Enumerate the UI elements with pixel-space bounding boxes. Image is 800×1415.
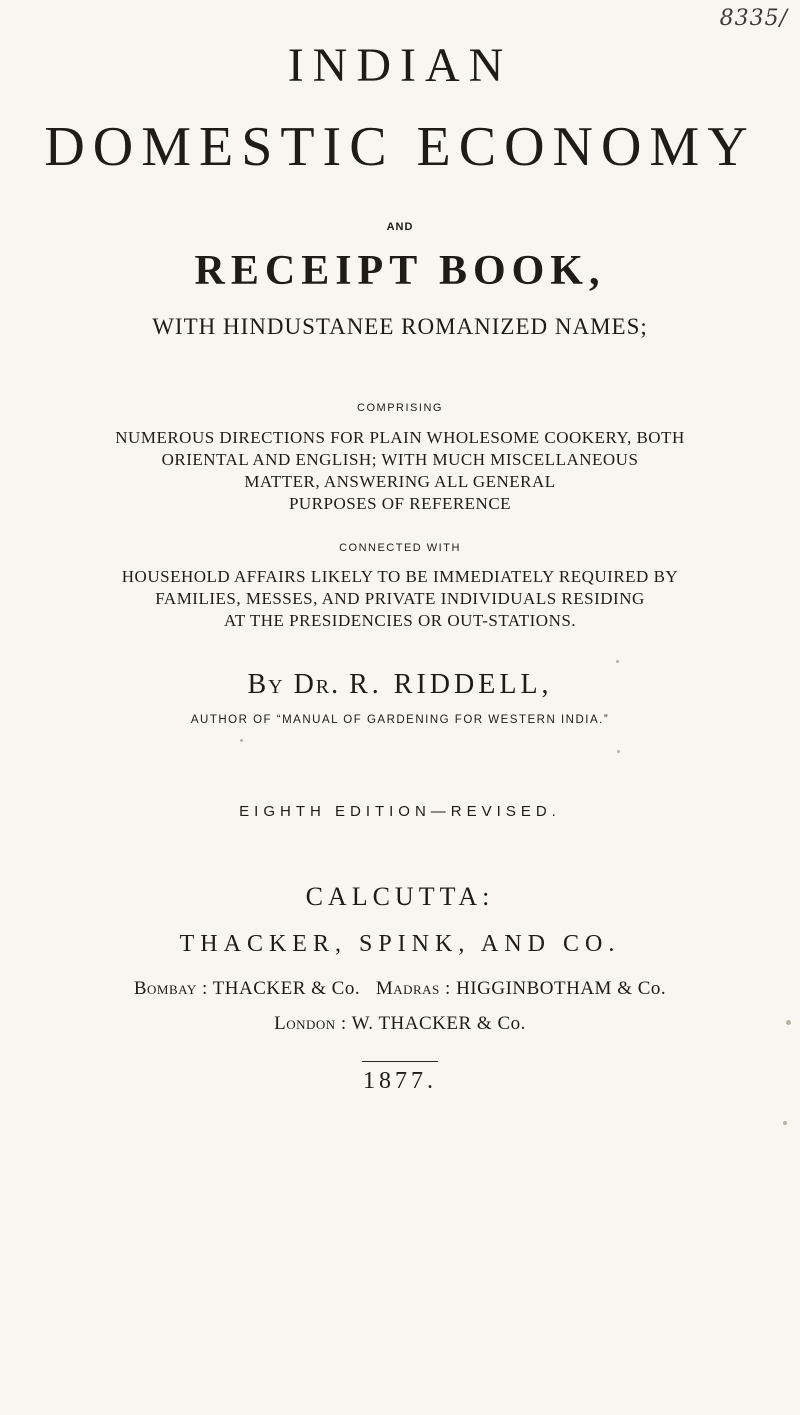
imprint-madras-label: Madras bbox=[375, 978, 440, 999]
imprint-branches-line: Bombay : THACKER & Co. Madras : HIGGINBOTHAM & Co. bbox=[133, 978, 667, 999]
imprint-london-publisher: W. THACKER & Co. bbox=[351, 1013, 526, 1034]
title-line-domestic-economy: DOMESTIC ECONOMY bbox=[44, 116, 756, 178]
comprising-paragraph bbox=[0, 427, 800, 515]
comprising-line: NUMEROUS DIRECTIONS FOR PLAIN WHOLESOME COOKERY, BOTH bbox=[115, 428, 685, 447]
paper-speck bbox=[617, 750, 620, 753]
imprint-bombay-publisher: THACKER & Co. bbox=[212, 978, 361, 999]
subtitle: WITH HINDUSTANEE ROMANIZED NAMES; bbox=[152, 314, 648, 339]
publication-year: 1877. bbox=[363, 1068, 437, 1094]
imprint-madras-publisher: HIGGINBOTHAM & Co. bbox=[456, 978, 667, 999]
title-conjunction: AND bbox=[386, 221, 414, 233]
paper-speck bbox=[240, 739, 243, 742]
paper-speck bbox=[616, 660, 619, 663]
connected-line: HOUSEHOLD AFFAIRS LIKELY TO BE IMMEDIATELY REQUIRED BY bbox=[121, 567, 679, 586]
imprint-london-line: London : W. THACKER & Co. bbox=[274, 1013, 526, 1034]
library-shelfmark: 8335/ bbox=[719, 6, 788, 31]
connected-line: AT THE PRESIDENCIES OR OUT-STATIONS. bbox=[223, 611, 577, 630]
imprint-bombay-label: Bombay bbox=[133, 978, 197, 999]
imprint-city: CALCUTTA: bbox=[305, 882, 495, 911]
edition-statement: EIGHTH EDITION—REVISED. bbox=[239, 803, 561, 820]
imprint-london-label: London bbox=[274, 1013, 336, 1034]
divider-rule bbox=[362, 1061, 438, 1062]
comprising-line: PURPOSES OF REFERENCE bbox=[288, 494, 512, 513]
paper-speck bbox=[783, 1121, 787, 1125]
comprising-line: MATTER, ANSWERING ALL GENERAL bbox=[244, 472, 556, 491]
author-credit: AUTHOR OF “MANUAL OF GARDENING FOR WESTERN INDIA.” bbox=[190, 714, 610, 726]
title-line-indian: INDIAN bbox=[287, 39, 513, 92]
paper-speck bbox=[786, 1020, 791, 1025]
author-title: Dr. bbox=[293, 669, 341, 700]
author-by: By bbox=[247, 669, 285, 700]
title-line-receipt-book: RECEIPT BOOK, bbox=[194, 248, 606, 294]
connected-label: CONNECTED WITH bbox=[339, 542, 461, 554]
comprising-label: COMPRISING bbox=[357, 402, 443, 414]
author-line bbox=[0, 669, 800, 701]
connected-line: FAMILIES, MESSES, AND PRIVATE INDIVIDUALS RESIDING bbox=[155, 589, 645, 608]
imprint-publisher: THACKER, SPINK, AND CO. bbox=[179, 931, 621, 957]
connected-paragraph bbox=[0, 566, 800, 632]
comprising-line: ORIENTAL AND ENGLISH; WITH MUCH MISCELLANEOUS bbox=[161, 450, 639, 469]
author-name: R. RIDDELL, bbox=[349, 669, 553, 700]
